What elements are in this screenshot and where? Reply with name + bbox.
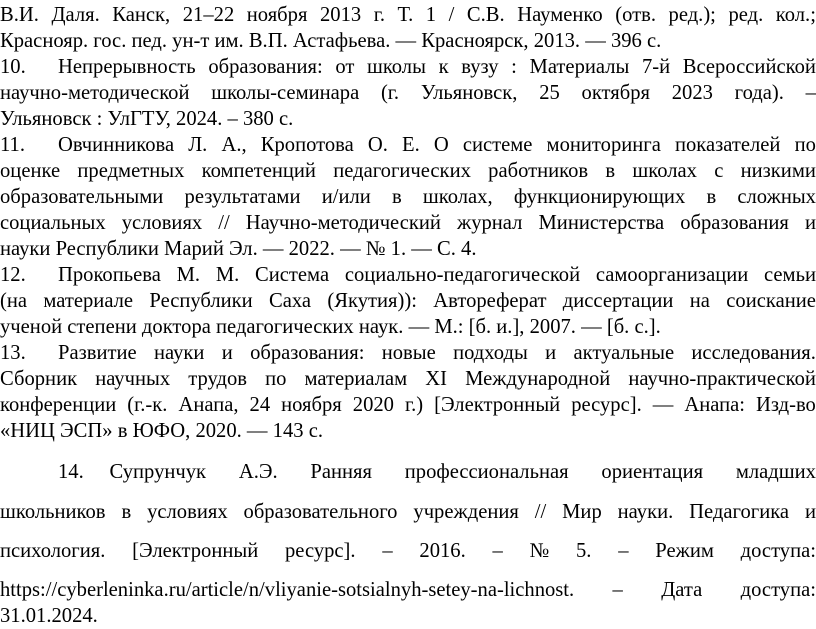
word: соискание	[726, 290, 816, 312]
ref-10-line-1	[0, 54, 816, 80]
word: Анапа,	[178, 394, 239, 416]
word: науки	[153, 342, 205, 364]
word: материале	[43, 290, 134, 312]
ref-10-line-3	[0, 106, 816, 132]
word: (на	[0, 290, 28, 312]
word: и	[804, 501, 816, 523]
word: //	[534, 501, 547, 523]
word: В.И.	[0, 4, 39, 26]
word: ноября	[281, 394, 342, 416]
word: 5.	[575, 540, 592, 562]
word: педагогических	[333, 160, 471, 182]
word: научно-практической	[628, 368, 816, 390]
word: кол.;	[775, 4, 816, 26]
ref-13-line-3	[0, 392, 816, 418]
word: образования	[680, 212, 789, 234]
word: условиях	[121, 212, 203, 234]
word: трудов	[188, 368, 247, 390]
word: в	[706, 186, 717, 208]
word: конференции	[0, 394, 117, 416]
ref-12-line-3	[0, 314, 816, 340]
word: –	[618, 540, 629, 562]
word: 21–22	[182, 4, 235, 26]
word: Дата	[661, 579, 703, 601]
word: А.,	[221, 134, 247, 156]
word: 24	[249, 394, 271, 416]
word: в	[391, 186, 402, 208]
word: в	[121, 501, 132, 523]
word: Сборник	[0, 368, 78, 390]
line-text: Краснояр. гос. пед. ун-т им. В.П. Астафьева. — Красноярск, 2013. — 396 с.	[0, 30, 662, 52]
word: ресурс].	[571, 394, 642, 416]
ref-13-line-1	[0, 340, 816, 366]
ref-13-number: 13.	[0, 342, 26, 364]
word: вузу	[461, 56, 499, 78]
word: (г.-к.	[127, 394, 168, 416]
word: октября	[581, 82, 650, 104]
word: новые	[381, 342, 436, 364]
word: и	[545, 342, 557, 364]
word: к	[438, 56, 449, 78]
word: психология.	[0, 540, 106, 562]
word: низкими	[740, 160, 816, 182]
word: ноября	[246, 4, 308, 26]
word: учреждения	[413, 501, 519, 523]
word: мониторинга	[546, 134, 661, 156]
url-link[interactable]: https://cyberleninka.ru/article/n/vliyanie-sotsialnyh-setey-na-lichnost.	[0, 579, 575, 601]
word: ред.	[728, 4, 764, 26]
word: О	[433, 134, 449, 156]
line-text: 31.01.2024.	[0, 605, 98, 627]
word: предметных	[77, 160, 185, 182]
word: Министерства	[538, 212, 665, 234]
word: Всероссийской	[682, 56, 816, 78]
word: (Якутия)):	[327, 290, 417, 312]
word: Изд-во	[756, 394, 816, 416]
word: ред.);	[668, 4, 716, 26]
word: Саха	[269, 290, 312, 312]
word: 1	[425, 4, 437, 26]
word: ресурс].	[285, 540, 356, 562]
word: Система	[255, 264, 330, 286]
word: Т.	[397, 4, 414, 26]
line-text: ученой степени доктора педагогических наук. — М.: [б. и.], 2007. — [б. с.].	[0, 316, 661, 338]
word: :	[511, 56, 517, 78]
word: Науменко	[517, 4, 603, 26]
word: С.В.	[466, 4, 505, 26]
word: Международной	[465, 368, 611, 390]
ref-10-line-2	[0, 80, 816, 106]
word: №	[529, 540, 550, 562]
ref-12-line-1	[0, 262, 816, 288]
ref-9-line-2	[0, 28, 816, 54]
word: Супрунчук	[109, 461, 207, 483]
ref-13-line-2	[0, 366, 816, 392]
word: оценке	[0, 160, 61, 182]
line-text: науки Республики Марий Эл. — 2022. — № 1. — С. 4.	[0, 238, 477, 260]
word: –	[612, 579, 623, 601]
word: /	[448, 4, 455, 26]
word: социально-педагогической	[344, 264, 581, 286]
ref-12-number: 12.	[0, 264, 26, 286]
word: О.	[367, 134, 388, 156]
word: и	[221, 342, 233, 364]
word: образовательными	[0, 186, 164, 208]
word: Кропотова	[260, 134, 354, 156]
word: [Электронный	[434, 394, 561, 416]
word: [Электронный	[132, 540, 259, 562]
word: XI	[425, 368, 448, 390]
word: с	[714, 160, 724, 182]
word: Педагогика	[689, 501, 790, 523]
word: и	[804, 212, 816, 234]
ref-11-line-5	[0, 236, 816, 262]
word: Прокопьева	[58, 264, 161, 286]
word: школы-семинара	[211, 82, 360, 104]
word: научно-методической	[0, 82, 190, 104]
ref-14-line-5	[0, 603, 816, 629]
word: Материалы	[529, 56, 630, 78]
word: Анапа:	[684, 394, 745, 416]
line-text: «НИЦ ЭСП» в ЮФО, 2020. — 143 с.	[0, 420, 323, 442]
word: Автореферат	[433, 290, 547, 312]
ref-14-line-2	[0, 499, 816, 525]
word: Ранняя	[310, 461, 372, 483]
word: М.	[215, 264, 240, 286]
word: социальных	[0, 212, 106, 234]
word: науки.	[617, 501, 674, 523]
word: Даля.	[51, 4, 100, 26]
ref-14-line-4	[0, 577, 816, 603]
word: показателей	[674, 134, 781, 156]
word: школах	[632, 160, 697, 182]
word: на	[689, 290, 710, 312]
word: сложных	[737, 186, 816, 208]
ref-9-line-1	[0, 2, 816, 28]
word: 2023	[671, 82, 713, 104]
word: г.	[373, 4, 385, 26]
word: М.	[176, 264, 201, 286]
word: Канск,	[112, 4, 171, 26]
word: Режим	[655, 540, 714, 562]
word: профессиональная	[404, 461, 569, 483]
ref-10-number-lead	[0, 54, 196, 80]
word: //	[218, 212, 230, 234]
ref-14-line-1	[0, 459, 816, 485]
word: младших	[735, 461, 816, 483]
word: Непрерывность	[58, 56, 196, 78]
word: А.Э.	[238, 461, 278, 483]
ref-11-line-3	[0, 184, 816, 210]
word: доступа:	[740, 540, 816, 562]
word: исследования.	[691, 342, 816, 364]
word: образования:	[250, 342, 365, 364]
word: 2020	[352, 394, 394, 416]
word: –	[382, 540, 393, 562]
ref-12-line-2	[0, 288, 816, 314]
line-text: Ульяновск : УлГТУ, 2024. – 380 с.	[0, 108, 294, 130]
word: Е.	[401, 134, 420, 156]
word: по	[794, 134, 816, 156]
word: школах,	[422, 186, 493, 208]
ref-11-line-4	[0, 210, 816, 236]
ref-10-number: 10.	[0, 56, 26, 78]
word: года).	[734, 82, 784, 104]
word: ориентация	[601, 461, 704, 483]
word: компетенций	[201, 160, 316, 182]
ref-11-line-2	[0, 158, 816, 184]
word: 25	[539, 82, 560, 104]
word: научных	[95, 368, 171, 390]
word: Ульяновск,	[420, 82, 518, 104]
word: доступа:	[740, 579, 816, 601]
ref-14-number-lead	[58, 459, 206, 485]
word: результатами	[184, 186, 301, 208]
word: Мир	[562, 501, 602, 523]
word: и/или	[321, 186, 371, 208]
word: 2013	[319, 4, 362, 26]
word: по	[265, 368, 287, 390]
word: школьников	[0, 501, 106, 523]
word: диссертации	[562, 290, 674, 312]
ref-12-number-lead	[0, 262, 161, 288]
word: подходы	[453, 342, 528, 364]
word: условиях	[147, 501, 228, 523]
word: образовательного	[243, 501, 398, 523]
ref-14-line-3	[0, 538, 816, 564]
word: образования:	[208, 56, 323, 78]
word: (г.	[380, 82, 400, 104]
word: 2016.	[419, 540, 466, 562]
word: функционирующих	[513, 186, 686, 208]
ref-11-number-lead	[0, 132, 174, 158]
word: семьи	[764, 264, 816, 286]
word: Республики	[149, 290, 253, 312]
ref-13-line-4	[0, 418, 816, 444]
ref-11-line-1	[0, 132, 816, 158]
word: Развитие	[58, 342, 137, 364]
word: (отв.	[615, 4, 656, 26]
ref-14-number: 14.	[58, 461, 84, 483]
word: Л.	[188, 134, 208, 156]
word: Научно-методический	[245, 212, 441, 234]
word: в	[605, 160, 616, 182]
word: —	[652, 394, 674, 416]
word: школы	[366, 56, 426, 78]
word: –	[492, 540, 503, 562]
word: журнал	[456, 212, 523, 234]
word: от	[335, 56, 355, 78]
word: 7-й	[641, 56, 671, 78]
word: работников	[488, 160, 589, 182]
word: актуальные	[573, 342, 675, 364]
word: самоорганизации	[595, 264, 749, 286]
word: Овчинникова	[58, 134, 175, 156]
word: материалам	[304, 368, 408, 390]
ref-13-number-lead	[0, 340, 137, 366]
word: г.)	[404, 394, 424, 416]
ref-11-number: 11.	[0, 134, 25, 156]
word: системе	[462, 134, 533, 156]
word: –	[805, 82, 816, 104]
